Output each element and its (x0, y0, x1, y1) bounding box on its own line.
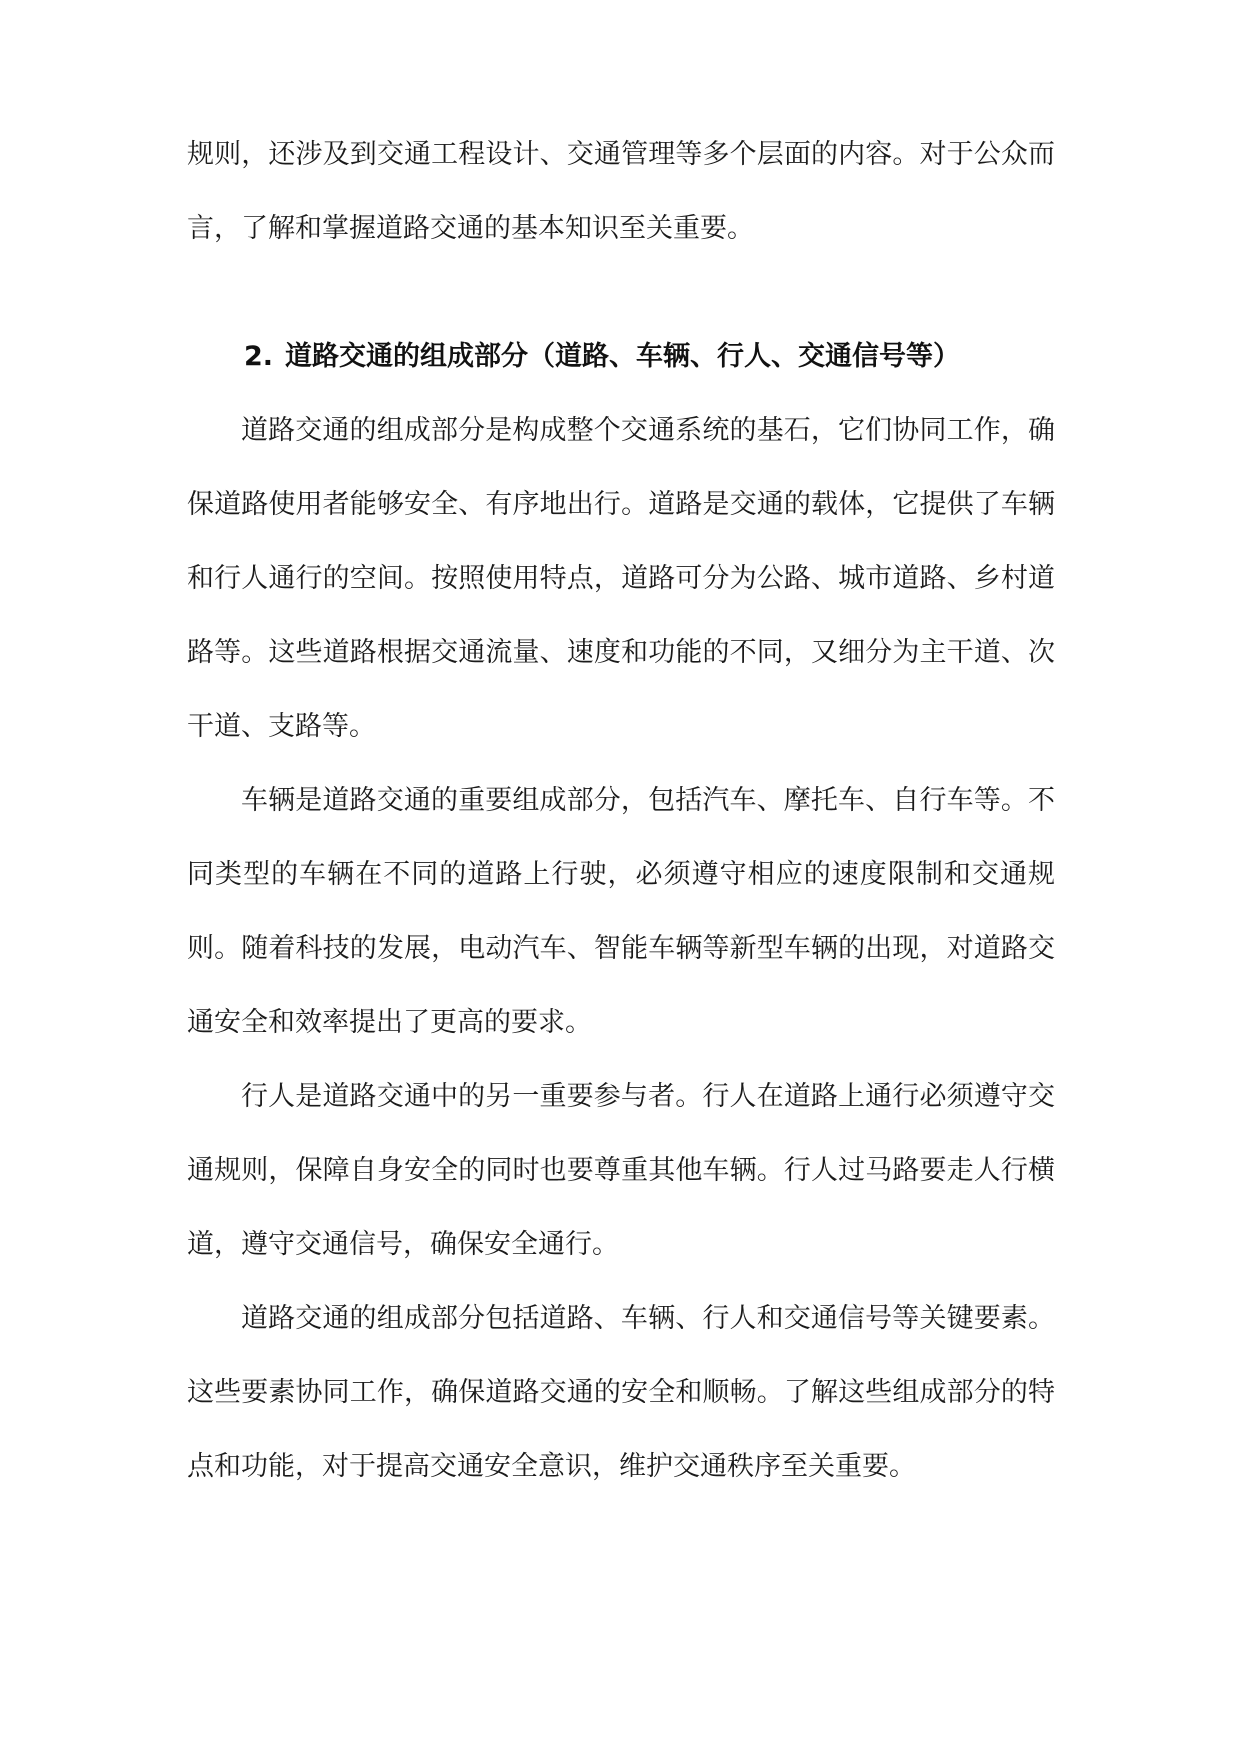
section-title: 道路交通的组成部分（道路、车辆、行人、交通信号等） (285, 341, 961, 372)
continuation-block (187, 118, 1055, 266)
paragraph-vehicles: 车辆是道路交通的重要组成部分，包括汽车、摩托车、自行车等。不同类型的车辆在不同的道路上行驶，必须遵守相应的速度限制和交通规则。随着科技的发展，电动汽车、智能车辆等新型车辆的出现，对道路交通安全和效率提出了更高的要求。 (187, 785, 1055, 1038)
continuation-paragraph: 规则，还涉及到交通工程设计、交通管理等多个层面的内容。对于公众而言，了解和掌握道路交通的基本知识至关重要。 (187, 139, 1055, 244)
section-number: 2. (244, 341, 274, 372)
paragraph-roads: 道路交通的组成部分是构成整个交通系统的基石，它们协同工作，确保道路使用者能够安全、有序地出行。道路是交通的载体，它提供了车辆和行人通行的空间。按照使用特点，道路可分为公路、城市道路、乡村道路等。这些道路根据交通流量、速度和功能的不同，又细分为主干道、次干道、支路等。 (187, 415, 1055, 742)
paragraph-pedestrians: 行人是道路交通中的另一重要参与者。行人在道路上通行必须遵守交通规则，保障自身安全的同时也要尊重其他车辆。行人过马路要走人行横道，遵守交通信号，确保安全通行。 (187, 1081, 1055, 1260)
section-heading (244, 320, 960, 394)
section-body (187, 394, 1055, 1504)
paragraph-summary: 道路交通的组成部分包括道路、车辆、行人和交通信号等关键要素。这些要素协同工作，确保道路交通的安全和顺畅。了解这些组成部分的特点和功能，对于提高交通安全意识，维护交通秩序至关重要。 (187, 1303, 1055, 1482)
